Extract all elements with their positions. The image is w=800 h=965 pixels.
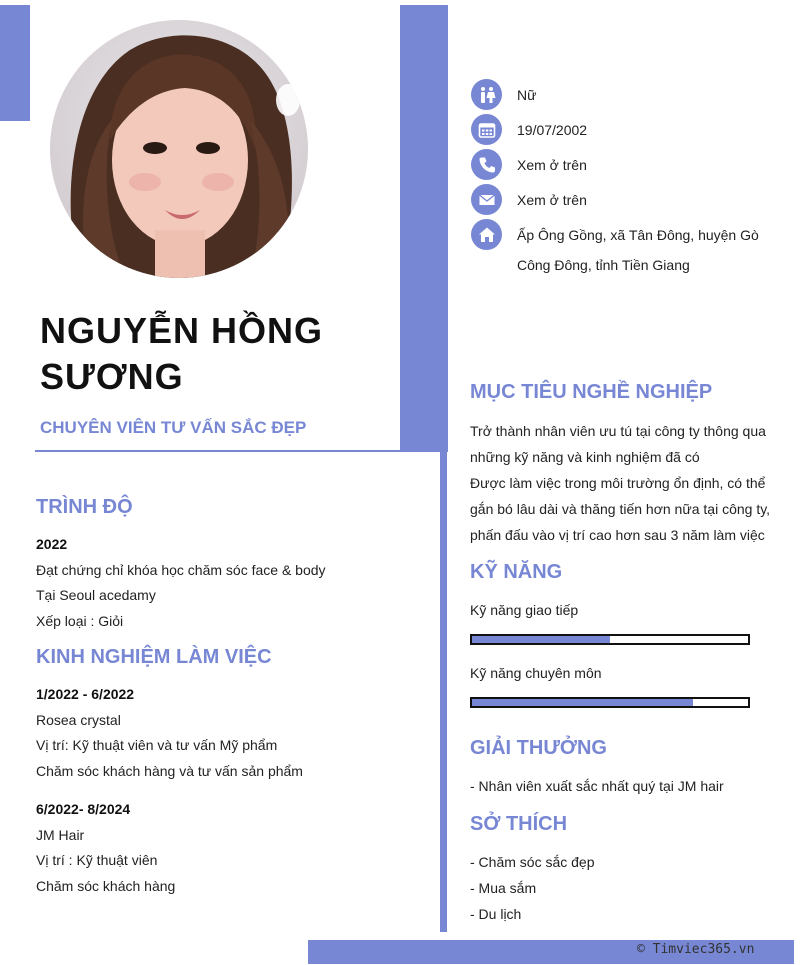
education-year: 2022 <box>36 536 68 552</box>
profile-photo <box>50 20 308 278</box>
address-value: Ấp Ông Gồng, xã Tân Đông, huyện Gò Công Đông, tỉnh Tiền Giang <box>517 227 759 273</box>
awards-heading: GIẢI THƯỞNG <box>470 737 607 759</box>
calendar-icon <box>471 114 502 145</box>
job-position: Vị trí: Kỹ thuật viên và tư vấn Mỹ phẩm <box>36 737 278 753</box>
job-period: 6/2022- 8/2024 <box>36 801 131 817</box>
home-icon <box>471 219 502 250</box>
contact-email <box>471 185 791 220</box>
experience-heading: KINH NGHIỆM LÀM VIỆC <box>36 646 272 668</box>
hobbies-heading: SỞ THÍCH <box>470 813 568 835</box>
gender-icon <box>471 79 502 110</box>
phone-icon <box>471 149 502 180</box>
experience-job-2 <box>36 797 426 899</box>
contact-phone <box>471 150 791 185</box>
skill-bar <box>470 697 750 708</box>
contact-info <box>471 80 791 280</box>
job-position: Vị trí : Kỹ thuật viên <box>36 852 158 868</box>
skill-label: Kỹ năng chuyên môn <box>470 665 602 681</box>
job-company: JM Hair <box>36 826 85 843</box>
objective-text: Trở thành nhân viên ưu tú tại công ty thông qua những kỹ năng và kinh nghiệm đã có <box>470 423 766 465</box>
skill-bar-fill <box>472 699 693 706</box>
skill-bar-fill <box>472 636 610 643</box>
birthday-value: 19/07/2002 <box>517 122 588 138</box>
phone-value: Xem ở trên <box>517 157 587 173</box>
education-heading: TRÌNH ĐỘ <box>36 496 133 518</box>
decorative-bar-top-left <box>0 5 30 121</box>
title-underline <box>35 450 447 452</box>
job-company: Rosea crystal <box>36 711 121 728</box>
hobby-item: - Mua sắm <box>470 880 537 896</box>
contact-gender <box>471 80 791 115</box>
contact-address <box>471 220 791 280</box>
gender-value: Nữ <box>517 87 537 103</box>
education-line: Tại Seoul acedamy <box>36 587 156 603</box>
hobby-item: - Chăm sóc sắc đẹp <box>470 854 595 870</box>
skill-bar <box>470 634 750 645</box>
job-period: 1/2022 - 6/2022 <box>36 686 135 702</box>
education-line: Đạt chứng chỉ khóa học chăm sóc face & body <box>36 561 326 578</box>
candidate-name: NGUYỄN HỒNG SƯƠNG <box>40 310 324 397</box>
skill-label: Kỹ năng giao tiếp <box>470 602 579 618</box>
decorative-bar-top-middle <box>400 5 448 452</box>
objective-heading: MỤC TIÊU NGHỀ NGHIỆP <box>470 381 713 403</box>
envelope-icon <box>471 184 502 215</box>
award-item: - Nhân viên xuất sắc nhất quý tại JM hair <box>470 778 724 794</box>
skills-heading: KỸ NĂNG <box>470 561 563 583</box>
hobby-item: - Du lịch <box>470 906 522 922</box>
objective-text: Được làm việc trong môi trường ổn định, có thể gắn bó lâu dài và thăng tiến hơn nữa tại công ty, phấn đấu vào vị trí cao hơn sau 3 năm làm việc <box>470 475 771 543</box>
experience-job-1 <box>36 682 426 784</box>
email-value: Xem ở trên <box>517 192 587 208</box>
education-section <box>36 532 426 634</box>
job-title: CHUYÊN VIÊN TƯ VẤN SẮC ĐẸP <box>40 418 307 437</box>
education-line: Xếp loại : Giỏi <box>36 612 124 629</box>
column-divider <box>440 452 447 932</box>
job-duty: Chăm sóc khách hàng và tư vấn sản phẩm <box>36 762 303 779</box>
footer-copyright: © Timviec365.vn <box>637 942 755 957</box>
job-duty: Chăm sóc khách hàng <box>36 877 176 894</box>
contact-birthday <box>471 115 791 150</box>
objective-section <box>470 418 780 548</box>
